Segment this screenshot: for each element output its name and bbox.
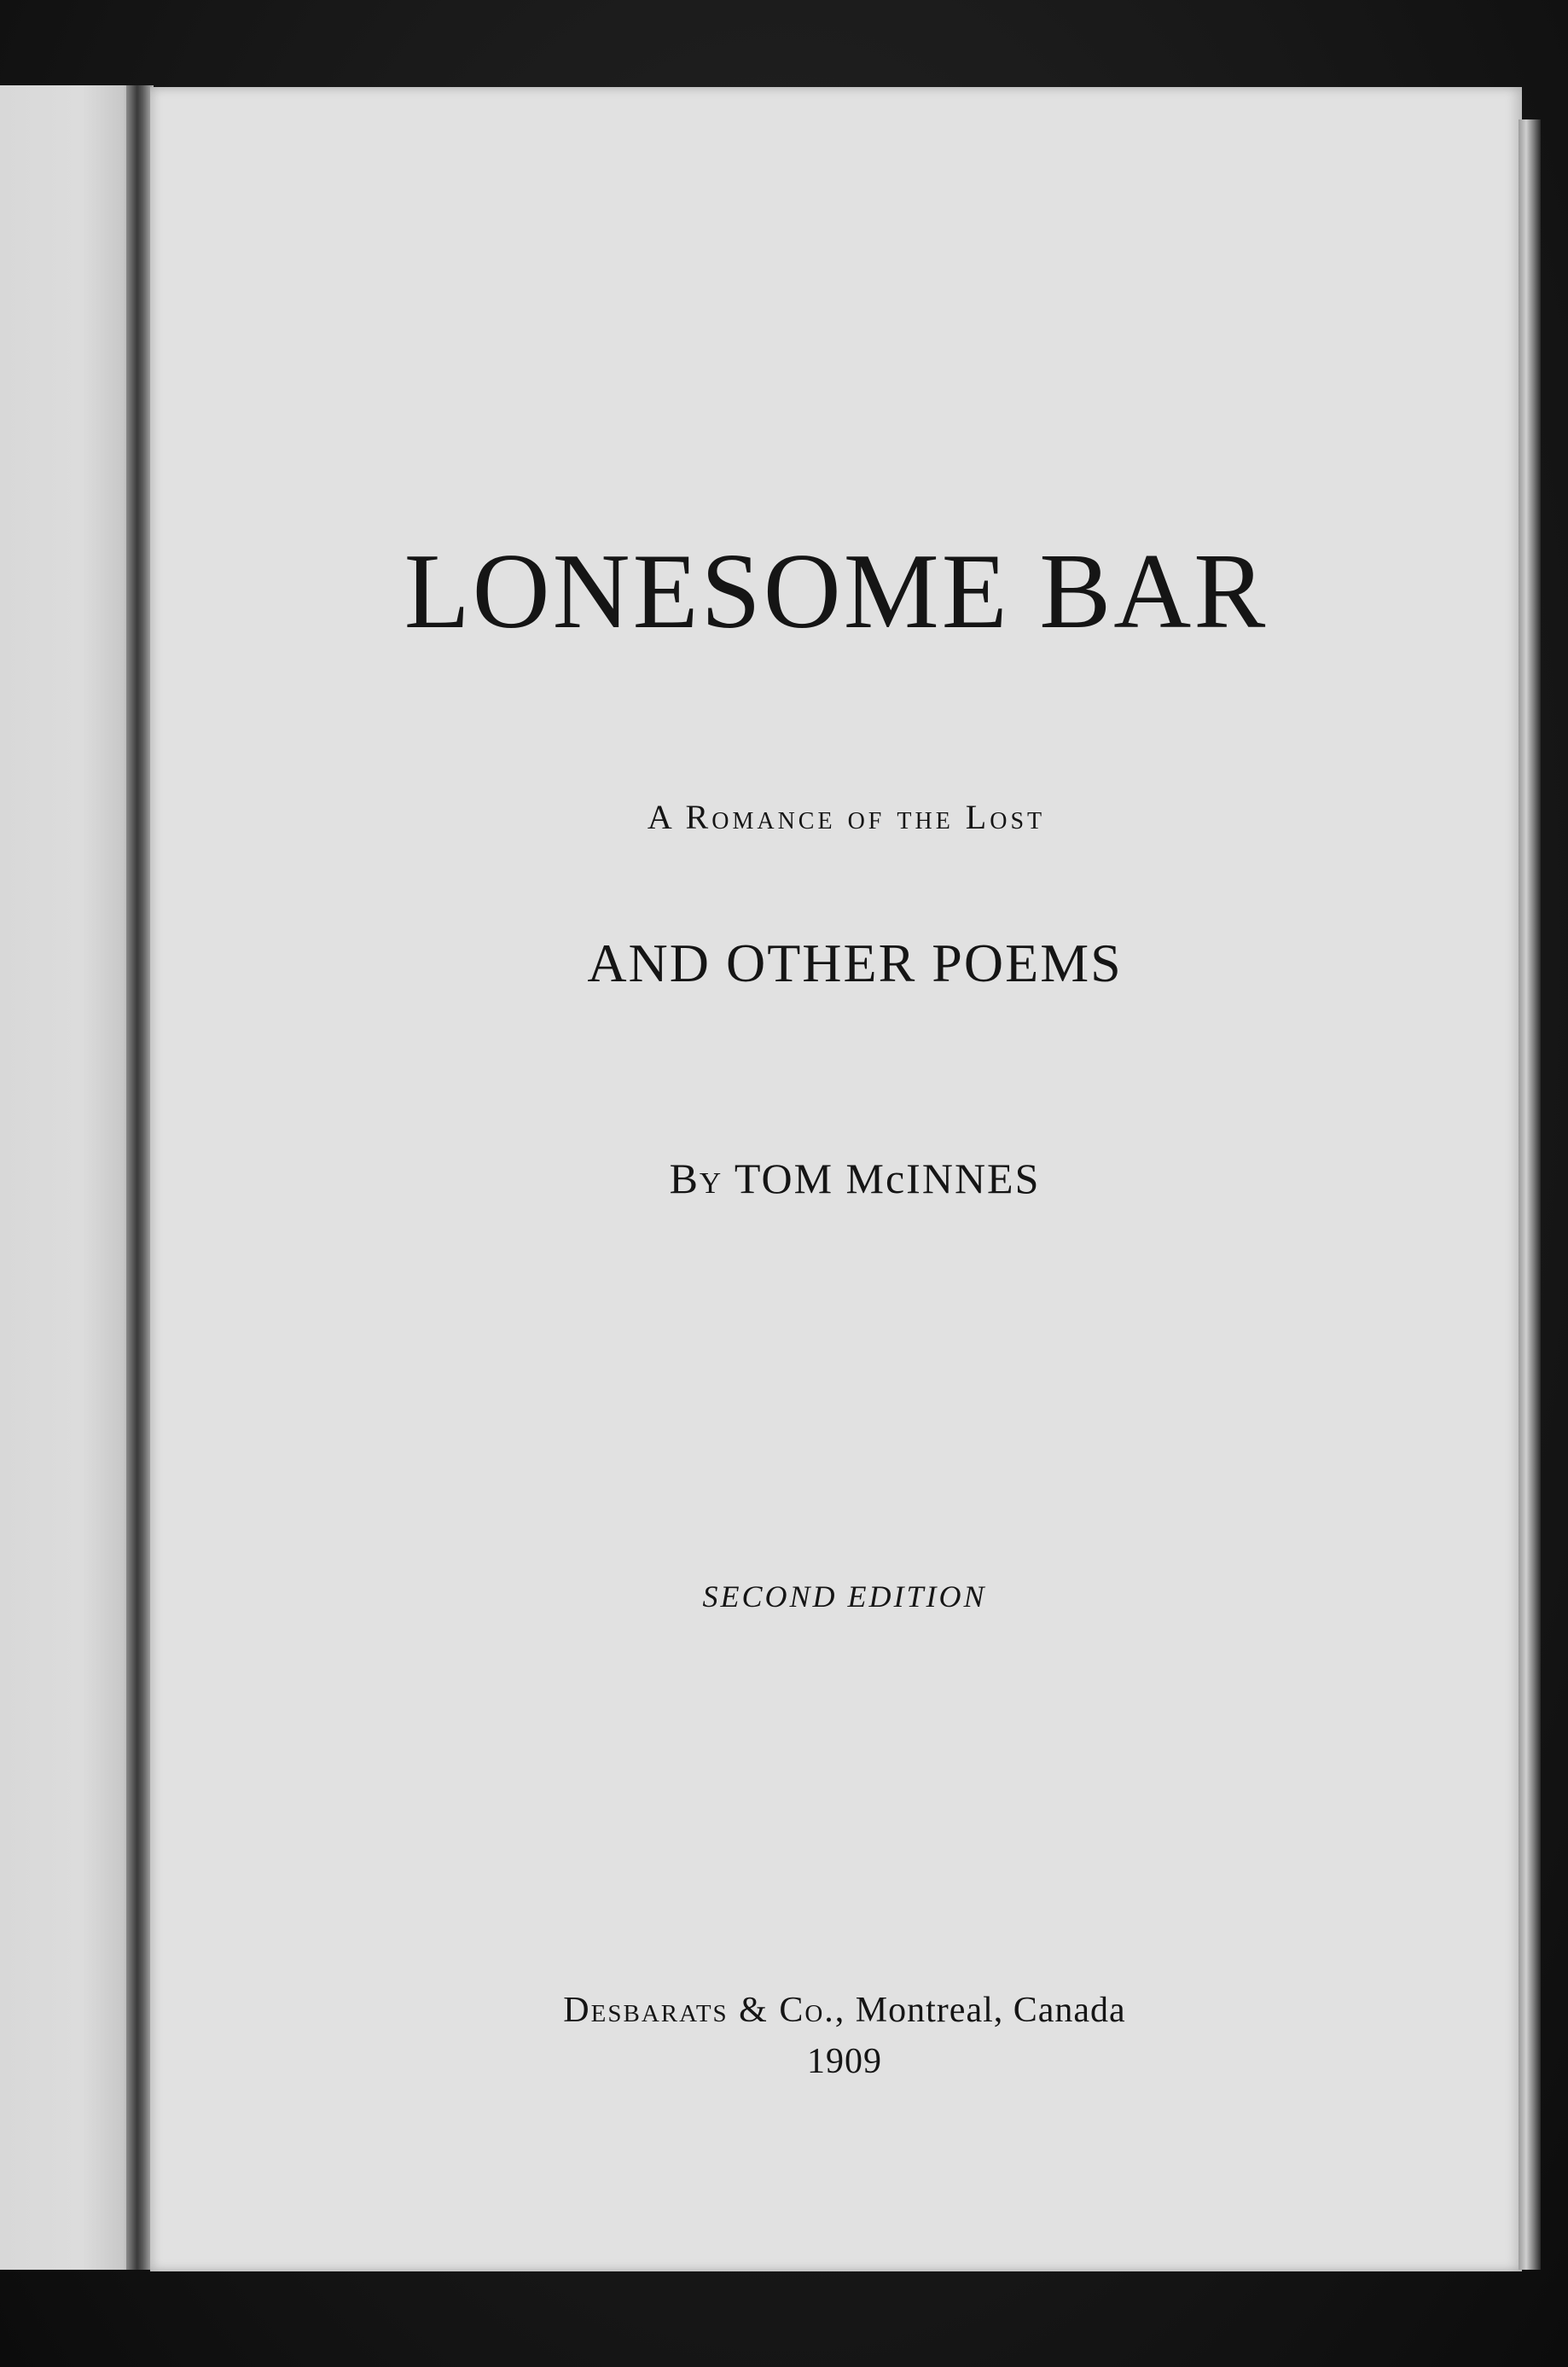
book-subtitle: A Romance of the Lost xyxy=(647,798,1046,836)
title-page xyxy=(150,87,1522,2271)
page-stack-edge xyxy=(1519,119,1541,2270)
edition-label: SECOND EDITION xyxy=(702,1579,987,1614)
author-byline xyxy=(169,1154,1541,1203)
publisher-name: Desbarats & Co., xyxy=(563,1991,846,2030)
other-poems-line: AND OTHER POEMS xyxy=(587,933,1123,993)
publisher-line xyxy=(159,1990,1530,2031)
facing-page-edge xyxy=(0,85,136,2270)
book-title: LONESOME BAR xyxy=(404,532,1269,651)
publication-year: 1909 xyxy=(807,2042,882,2081)
publisher-place: Montreal, Canada xyxy=(845,1991,1126,2030)
byline-prefix: By xyxy=(669,1154,723,1202)
author-name: TOM McINNES xyxy=(734,1154,1041,1202)
